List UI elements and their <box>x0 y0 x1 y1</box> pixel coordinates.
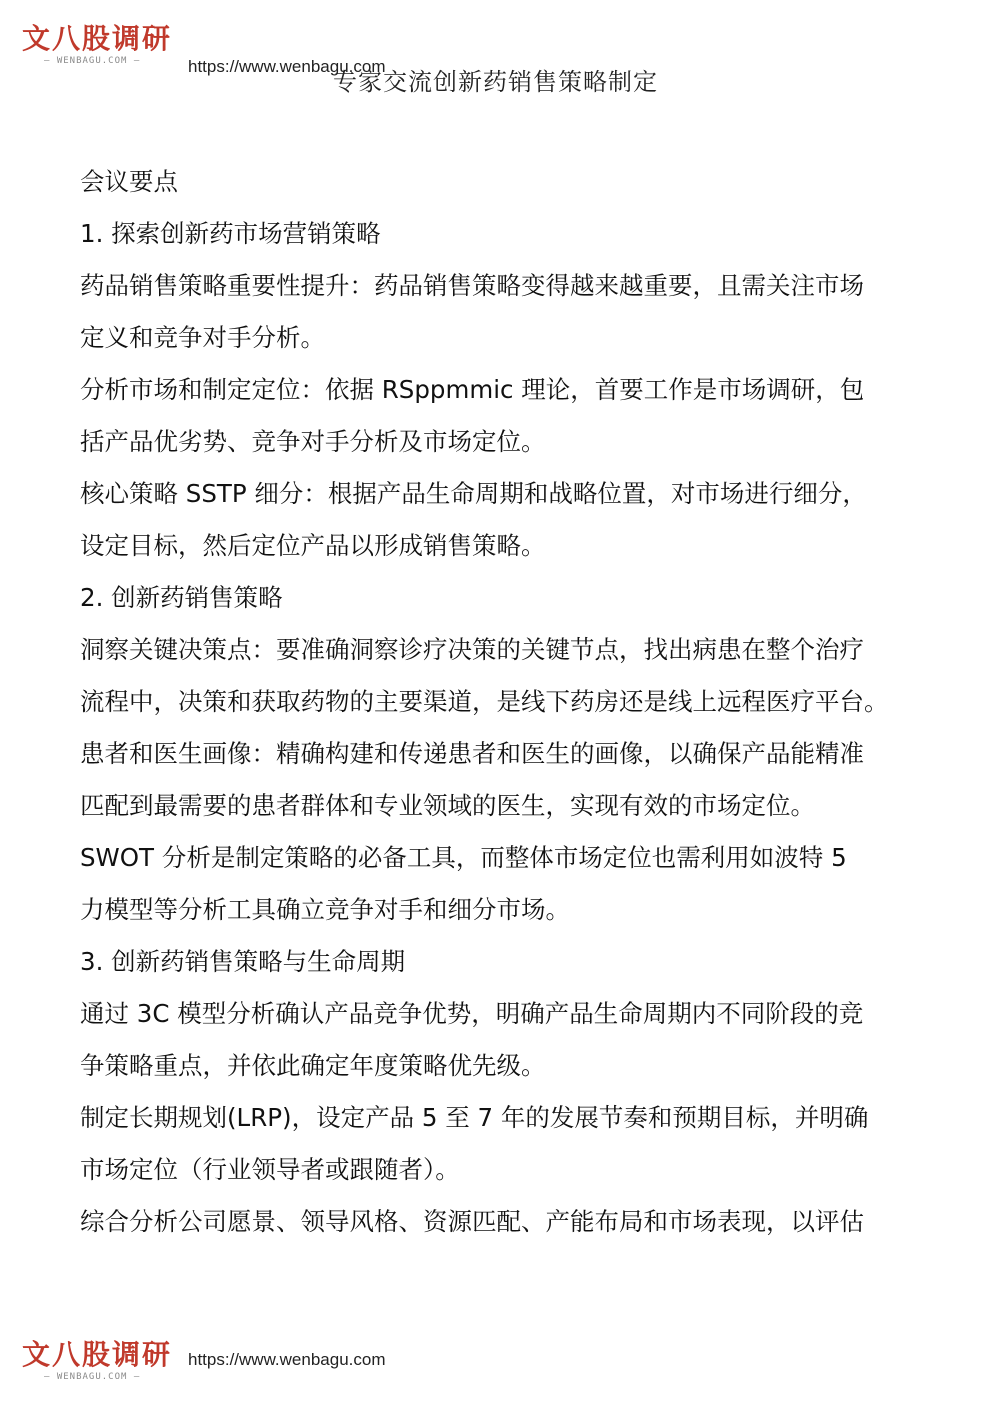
logo-text: 文八股调研 <box>22 1338 173 1371</box>
logo-text: 文八股调研 <box>22 22 173 55</box>
logo-subtext: — WENBAGU.COM — <box>44 1372 141 1382</box>
logo-subtext: — WENBAGU.COM — <box>44 56 141 66</box>
header-url[interactable]: https://www.wenbagu.com <box>188 57 386 76</box>
paragraph-line: 分析市场和制定定位：依据 RSppmmic 理论，首要工作是市场调研，包 <box>80 375 865 404</box>
section-heading: 会议要点 <box>80 167 178 196</box>
numbered-heading: 1. 探索创新药市场营销策略 <box>80 219 381 248</box>
paragraph-line: 洞察关键决策点：要准确洞察诊疗决策的关键节点，找出病患在整个治疗 <box>80 635 864 664</box>
document-body <box>80 156 925 1248</box>
paragraph-line: 核心策略 SSTP 细分：根据产品生命周期和战略位置，对市场进行细分， <box>80 479 867 508</box>
footer-logo <box>22 1338 182 1382</box>
numbered-heading: 2. 创新药销售策略 <box>80 583 283 612</box>
footer-url[interactable]: https://www.wenbagu.com <box>188 1350 386 1369</box>
paragraph-line: 患者和医生画像：精确构建和传递患者和医生的画像，以确保产品能精准 <box>80 739 864 768</box>
paragraph-line: 匹配到最需要的患者群体和专业领域的医生，实现有效的市场定位。 <box>80 791 815 820</box>
paragraph-line: SWOT 分析是制定策略的必备工具，而整体市场定位也需利用如波特 5 <box>80 843 847 872</box>
paragraph-line: 市场定位（行业领导者或跟随者）。 <box>80 1155 460 1184</box>
paragraph-line: 力模型等分析工具确立竞争对手和细分市场。 <box>80 895 570 924</box>
paragraph-line: 综合分析公司愿景、领导风格、资源匹配、产能布局和市场表现，以评估 <box>80 1207 864 1236</box>
paragraph-line: 括产品优劣势、竞争对手分析及市场定位。 <box>80 427 546 456</box>
header-logo <box>22 22 182 66</box>
paragraph-line: 药品销售策略重要性提升：药品销售策略变得越来越重要，且需关注市场 <box>80 271 864 300</box>
paragraph-line: 通过 3C 模型分析确认产品竞争优势，明确产品生命周期内不同阶段的竞 <box>80 999 864 1028</box>
paragraph-line: 定义和竞争对手分析。 <box>80 323 325 352</box>
paragraph-line: 设定目标，然后定位产品以形成销售策略。 <box>80 531 546 560</box>
paragraph-line: 流程中，决策和获取药物的主要渠道，是线下药房还是线上远程医疗平台。 <box>80 687 889 716</box>
numbered-heading: 3. 创新药销售策略与生命周期 <box>80 947 406 976</box>
document-title: 专家交流创新药销售策略制定 <box>333 68 658 96</box>
paragraph-line: 制定长期规划(LRP)，设定产品 5 至 7 年的发展节奏和预期目标，并明确 <box>80 1103 869 1132</box>
paragraph-line: 争策略重点，并依此确定年度策略优先级。 <box>80 1051 546 1080</box>
